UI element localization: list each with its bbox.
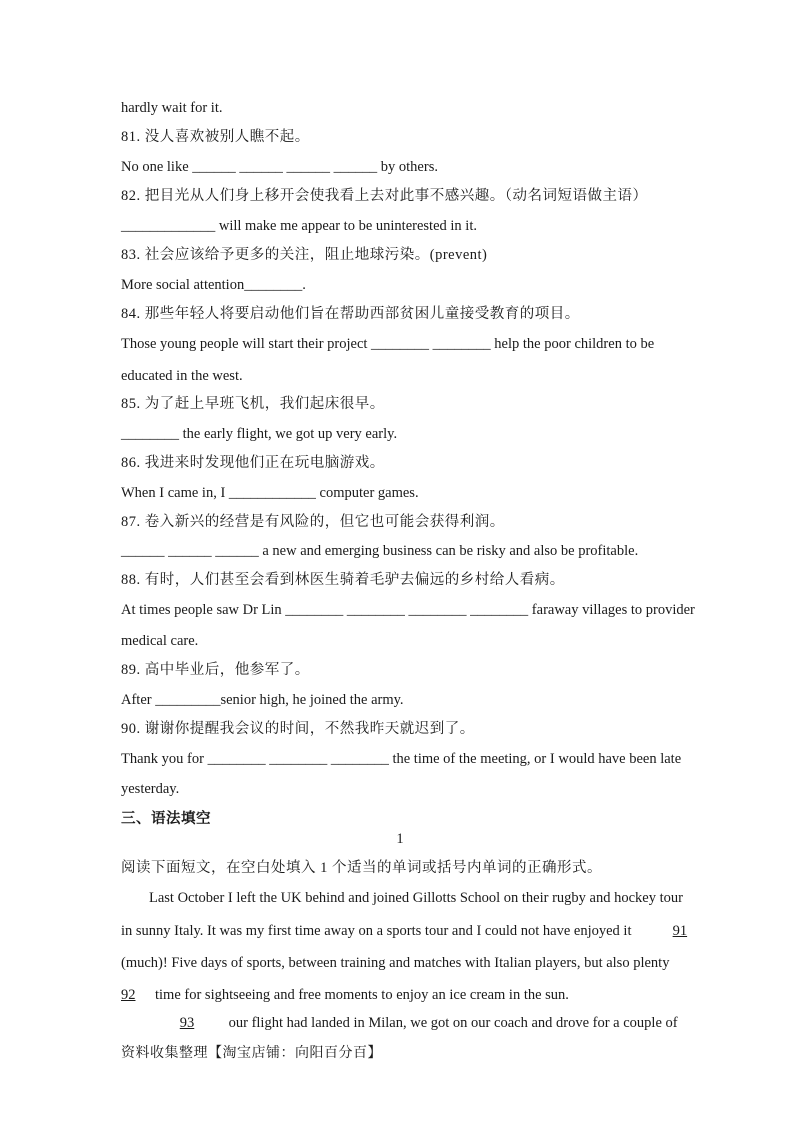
answer-line-85: ________ the early flight, we got up very early.	[121, 426, 398, 442]
answer-line-86: When I came in, I ____________ computer games.	[121, 485, 419, 501]
footer-text: 资料收集整理【淘宝店铺：向阳百分百】	[121, 1046, 382, 1061]
passage-line-5: 93 our flight had landed in Milan, we got on our coach and drove for a couple of	[149, 1014, 681, 1032]
answer-line-84: Those young people will start their project ________ ________ help the poor children to be	[121, 336, 655, 352]
question-87: 87. 卷入新兴的经营是有风险的，但它也可能会获得利润。	[121, 514, 505, 530]
question-89: 89. 高中毕业后，他参军了。	[121, 662, 310, 678]
passage-number: 1	[396, 831, 404, 847]
question-81: 81. 没人喜欢被别人瞧不起。	[121, 129, 310, 145]
answer-line-90: Thank you for ________ ________ ________ the time of the meeting, or I would have been late	[121, 751, 682, 767]
section-title: 三、语法填空	[121, 811, 211, 827]
passage-line-4: 92 time for sightseeing and free moments to enjoy an ice cream in the sun.	[121, 987, 569, 1003]
blank-92[interactable]: 92	[121, 987, 136, 1003]
answer-line-87: ______ ______ ______ a new and emerging business can be risky and also be profitable.	[121, 543, 639, 559]
answer-line-88: At times people saw Dr Lin ________ ________ ________ ________ faraway villages to provider	[121, 602, 695, 618]
answer-line-88-cont: medical care.	[121, 633, 199, 649]
answer-line-81: No one like ______ ______ ______ ______ by others.	[121, 159, 438, 175]
question-82: 82. 把目光从人们身上移开会使我看上去对此事不感兴趣。（动名词短语做主语）	[121, 188, 648, 204]
answer-line-82: _____________ will make me appear to be uninterested in it.	[121, 218, 477, 234]
blank-93[interactable]: 93	[179, 1015, 195, 1031]
question-84: 84. 那些年轻人将要启动他们旨在帮助西部贫困儿童接受教育的项目。	[121, 306, 580, 322]
blank-91[interactable]: 91	[672, 923, 688, 939]
passage-line-2: in sunny Italy. It was my first time away on a sports tour and I could not have enjoyed it 91	[121, 923, 688, 939]
question-90: 90. 谢谢你提醒我会议的时间，不然我昨天就迟到了。	[121, 721, 475, 737]
answer-line-84-cont: educated in the west.	[121, 368, 243, 384]
question-83: 83. 社会应该给予更多的关注，阻止地球污染。(prevent)	[121, 247, 488, 263]
answer-line-90-cont: yesterday.	[121, 781, 180, 797]
passage-line-3: (much)! Five days of sports, between training and matches with Italian players, but also plenty	[121, 955, 670, 971]
answer-line-83: More social attention________.	[121, 277, 306, 293]
question-86: 86. 我进来时发现他们正在玩电脑游戏。	[121, 455, 385, 471]
question-88: 88. 有时，人们甚至会看到林医生骑着毛驴去偏远的乡村给人看病。	[121, 572, 565, 588]
question-85: 85. 为了赶上早班飞机，我们起床很早。	[121, 396, 385, 412]
passage-line-1: Last October I left the UK behind and joined Gillotts School on their rugby and hockey tour	[149, 890, 683, 906]
instructions: 阅读下面短文，在空白处填入 1 个适当的单词或括号内单词的正确形式。	[121, 860, 602, 876]
text-line: hardly wait for it.	[121, 100, 223, 116]
answer-line-89: After _________senior high, he joined the army.	[121, 692, 404, 708]
